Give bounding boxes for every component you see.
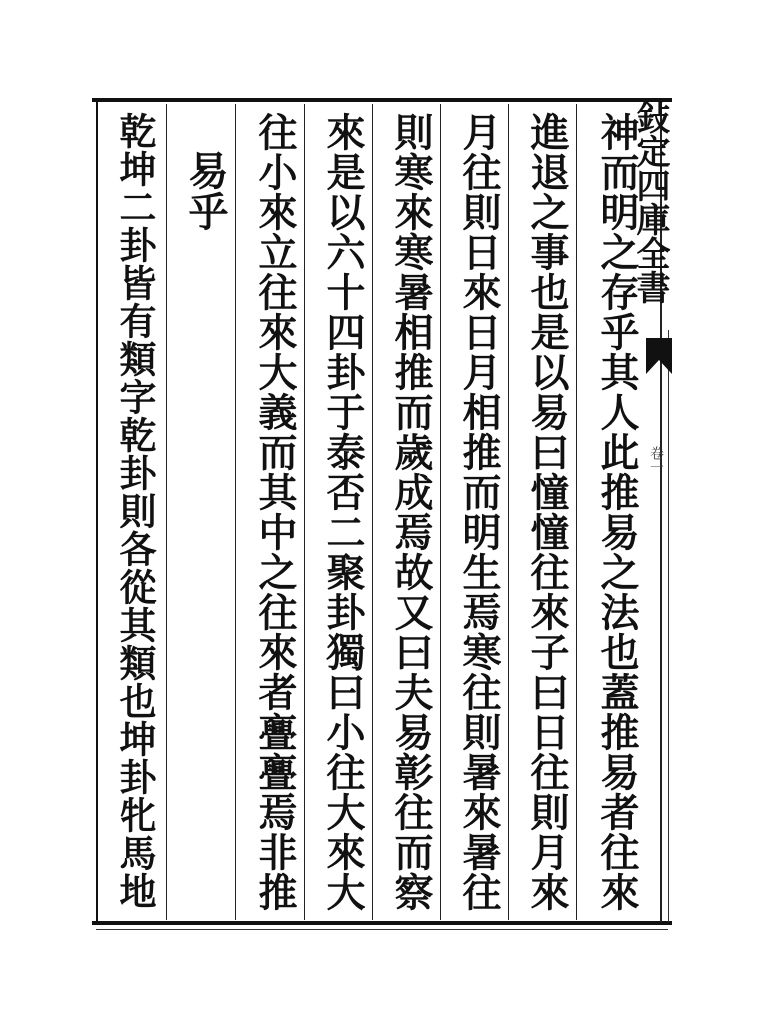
frame-right-outer-line — [668, 330, 669, 922]
text-column-3: 月往則日來日月相推而明生焉寒往則暑來暑往 — [456, 112, 502, 912]
margin-title: 鈙定四庫全書 — [630, 100, 670, 304]
column-separator — [166, 104, 167, 920]
column-separator — [440, 104, 441, 920]
text-column-8: 乾坤二卦皆有類字乾卦則各從其類也坤卦牝馬地 — [113, 112, 157, 910]
frame-bottom-inner-line — [96, 929, 668, 930]
text-column-2: 進退之事也是以易曰憧憧往來子曰日往則月來 — [524, 112, 570, 912]
text-column-7: 易乎 — [182, 150, 229, 232]
column-separator — [508, 104, 509, 920]
frame-bottom-border — [92, 921, 672, 925]
column-separator — [372, 104, 373, 920]
frame-top-border — [92, 98, 672, 102]
text-column-5: 來是以六十四卦于泰否二聚卦獨曰小往大來大 — [320, 112, 366, 912]
column-separator — [576, 104, 577, 920]
column-separator — [235, 104, 236, 920]
column-separator — [304, 104, 305, 920]
margin-section-label: 卷一 — [648, 446, 664, 474]
text-column-6: 往小來立往來大義而其中之往來者亹亹焉非推 — [252, 112, 298, 912]
text-column-1: 神而明之存乎其人此推易之法也蓋推易者往來 — [594, 112, 640, 912]
frame-left-border — [96, 102, 98, 922]
text-column-4: 則寒來寒暑相推而歲成焉故又曰夫易彰往而察 — [388, 112, 434, 912]
fishtail-mark-icon — [646, 338, 672, 374]
